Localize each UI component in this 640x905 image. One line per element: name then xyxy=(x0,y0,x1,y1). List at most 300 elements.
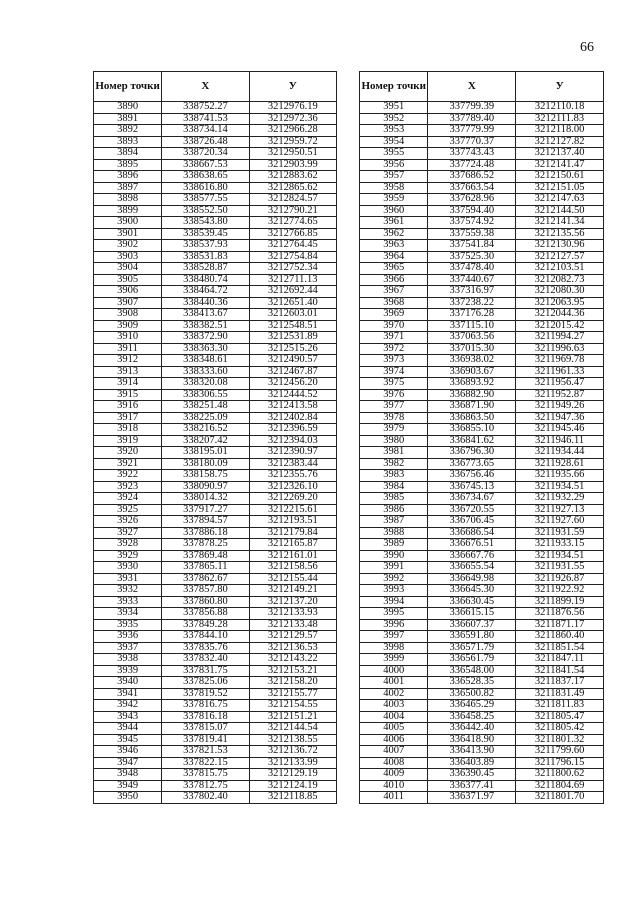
y-cell: 3212080.30 xyxy=(516,286,604,298)
y-cell: 3212044.36 xyxy=(516,309,604,321)
y-cell: 3211796.15 xyxy=(516,757,604,769)
point-number-cell: 3929 xyxy=(94,550,162,562)
y-cell: 3211946.11 xyxy=(516,435,604,447)
table-row xyxy=(360,711,604,723)
x-cell: 336371.97 xyxy=(428,792,516,804)
x-cell: 337819.52 xyxy=(162,688,249,700)
point-number-cell: 3905 xyxy=(94,274,162,286)
table-row xyxy=(360,481,604,493)
y-cell: 3212136.53 xyxy=(249,642,336,654)
x-cell: 337894.57 xyxy=(162,516,249,528)
x-cell: 337819.41 xyxy=(162,734,249,746)
table-row xyxy=(360,320,604,332)
x-cell: 338741.53 xyxy=(162,113,249,125)
y-cell: 3211800.62 xyxy=(516,769,604,781)
table-row xyxy=(360,654,604,666)
x-cell: 336630.45 xyxy=(428,596,516,608)
point-number-cell: 3896 xyxy=(94,171,162,183)
point-number-cell: 3924 xyxy=(94,493,162,505)
table-row xyxy=(360,435,604,447)
point-number-cell: 3959 xyxy=(360,194,428,206)
y-cell: 3212548.51 xyxy=(249,320,336,332)
x-cell: 336863.50 xyxy=(428,412,516,424)
y-cell: 3211934.44 xyxy=(516,447,604,459)
table-row xyxy=(94,217,337,229)
point-number-cell: 3937 xyxy=(94,642,162,654)
point-number-cell: 3934 xyxy=(94,608,162,620)
table-row xyxy=(94,435,337,447)
table-row xyxy=(360,424,604,436)
point-number-cell: 3901 xyxy=(94,228,162,240)
y-cell: 3212155.77 xyxy=(249,688,336,700)
page-number: 66 xyxy=(580,40,594,55)
x-cell: 338552.50 xyxy=(162,205,249,217)
x-cell: 336458.25 xyxy=(428,711,516,723)
table-row xyxy=(94,550,337,562)
table-row xyxy=(94,654,337,666)
table-row xyxy=(94,332,337,344)
point-number-cell: 3958 xyxy=(360,182,428,194)
table-row xyxy=(360,539,604,551)
table-row xyxy=(94,700,337,712)
y-cell: 3212394.03 xyxy=(249,435,336,447)
y-cell: 3212137.20 xyxy=(249,596,336,608)
point-number-cell: 3966 xyxy=(360,274,428,286)
y-cell: 3212158.56 xyxy=(249,562,336,574)
y-cell: 3212153.21 xyxy=(249,665,336,677)
table-row xyxy=(360,677,604,689)
table-row xyxy=(360,217,604,229)
point-number-cell: 3947 xyxy=(94,757,162,769)
table-row xyxy=(94,297,337,309)
point-number-cell: 3987 xyxy=(360,516,428,528)
point-number-cell: 4009 xyxy=(360,769,428,781)
x-cell: 336607.37 xyxy=(428,619,516,631)
y-cell: 3212966.28 xyxy=(249,125,336,137)
table-row xyxy=(94,481,337,493)
y-cell: 3212149.21 xyxy=(249,585,336,597)
x-cell: 338180.09 xyxy=(162,458,249,470)
x-cell: 336442.40 xyxy=(428,723,516,735)
x-cell: 337559.38 xyxy=(428,228,516,240)
table-row xyxy=(360,228,604,240)
point-number-cell: 3891 xyxy=(94,113,162,125)
coordinates-table-left xyxy=(93,71,337,804)
table-row xyxy=(94,792,337,804)
x-cell: 336796.30 xyxy=(428,447,516,459)
y-cell: 3212158.20 xyxy=(249,677,336,689)
table-row xyxy=(94,642,337,654)
x-cell: 337525.30 xyxy=(428,251,516,263)
y-cell: 3211969.78 xyxy=(516,355,604,367)
y-cell: 3212155.44 xyxy=(249,573,336,585)
table-row xyxy=(94,734,337,746)
table-row xyxy=(360,470,604,482)
x-cell: 336655.54 xyxy=(428,562,516,574)
table-row xyxy=(360,585,604,597)
table-row xyxy=(94,343,337,355)
table-row xyxy=(360,700,604,712)
point-number-cell: 3955 xyxy=(360,148,428,160)
x-cell: 338543.80 xyxy=(162,217,249,229)
point-number-cell: 3994 xyxy=(360,596,428,608)
table-row xyxy=(360,286,604,298)
point-number-cell: 3980 xyxy=(360,435,428,447)
point-number-cell: 3917 xyxy=(94,412,162,424)
table-row xyxy=(94,677,337,689)
point-number-cell: 3986 xyxy=(360,504,428,516)
y-cell: 3211926.87 xyxy=(516,573,604,585)
x-cell: 337835.76 xyxy=(162,642,249,654)
table-row xyxy=(360,550,604,562)
y-cell: 3211837.17 xyxy=(516,677,604,689)
table-header-row xyxy=(360,72,604,102)
x-cell: 337063.56 xyxy=(428,332,516,344)
y-cell: 3212151.21 xyxy=(249,711,336,723)
point-number-cell: 3982 xyxy=(360,458,428,470)
y-cell: 3212383.44 xyxy=(249,458,336,470)
y-cell: 3212015.42 xyxy=(516,320,604,332)
table-row xyxy=(94,493,337,505)
y-cell: 3211934.51 xyxy=(516,481,604,493)
y-cell: 3212355.76 xyxy=(249,470,336,482)
y-cell: 3211931.59 xyxy=(516,527,604,539)
y-cell: 3212141.47 xyxy=(516,159,604,171)
table-row xyxy=(94,757,337,769)
y-cell: 3212103.51 xyxy=(516,263,604,275)
point-number-cell: 3956 xyxy=(360,159,428,171)
point-number-cell: 3981 xyxy=(360,447,428,459)
x-cell: 338480.74 xyxy=(162,274,249,286)
table-row xyxy=(360,504,604,516)
point-number-cell: 3922 xyxy=(94,470,162,482)
point-number-cell: 3964 xyxy=(360,251,428,263)
point-number-cell: 4002 xyxy=(360,688,428,700)
y-cell: 3212456.20 xyxy=(249,378,336,390)
y-cell: 3212269.20 xyxy=(249,493,336,505)
point-number-cell: 3961 xyxy=(360,217,428,229)
header-x: X xyxy=(428,72,516,102)
y-cell: 3212972.36 xyxy=(249,113,336,125)
x-cell: 337663.54 xyxy=(428,182,516,194)
point-number-cell: 3972 xyxy=(360,343,428,355)
x-cell: 338726.48 xyxy=(162,136,249,148)
table-row xyxy=(94,424,337,436)
x-cell: 338207.42 xyxy=(162,435,249,447)
x-cell: 337802.40 xyxy=(162,792,249,804)
y-cell: 3212133.93 xyxy=(249,608,336,620)
point-number-cell: 3963 xyxy=(360,240,428,252)
y-cell: 3211947.36 xyxy=(516,412,604,424)
table-row xyxy=(360,182,604,194)
x-cell: 338734.14 xyxy=(162,125,249,137)
table-row xyxy=(94,665,337,677)
point-number-cell: 3904 xyxy=(94,263,162,275)
x-cell: 337176.28 xyxy=(428,309,516,321)
point-number-cell: 3954 xyxy=(360,136,428,148)
point-number-cell: 3978 xyxy=(360,412,428,424)
point-number-cell: 3909 xyxy=(94,320,162,332)
y-cell: 3211996.63 xyxy=(516,343,604,355)
y-cell: 3212959.72 xyxy=(249,136,336,148)
table-row xyxy=(360,619,604,631)
point-number-cell: 3973 xyxy=(360,355,428,367)
table-row xyxy=(94,608,337,620)
x-cell: 337628.96 xyxy=(428,194,516,206)
x-cell: 336676.51 xyxy=(428,539,516,551)
y-cell: 3211876.56 xyxy=(516,608,604,620)
point-number-cell: 3950 xyxy=(94,792,162,804)
point-number-cell: 3970 xyxy=(360,320,428,332)
y-cell: 3212129.57 xyxy=(249,631,336,643)
x-cell: 338616.80 xyxy=(162,182,249,194)
x-cell: 337440.67 xyxy=(428,274,516,286)
y-cell: 3212603.01 xyxy=(249,309,336,321)
y-cell: 3211933.15 xyxy=(516,539,604,551)
y-cell: 3212118.85 xyxy=(249,792,336,804)
x-cell: 336465.29 xyxy=(428,700,516,712)
table-row xyxy=(94,389,337,401)
point-number-cell: 3949 xyxy=(94,780,162,792)
table-row xyxy=(360,136,604,148)
y-cell: 3212144.54 xyxy=(249,723,336,735)
point-number-cell: 3895 xyxy=(94,159,162,171)
x-cell: 336390.45 xyxy=(428,769,516,781)
y-cell: 3212883.62 xyxy=(249,171,336,183)
point-number-cell: 3945 xyxy=(94,734,162,746)
y-cell: 3211847.11 xyxy=(516,654,604,666)
table-row xyxy=(360,493,604,505)
point-number-cell: 3968 xyxy=(360,297,428,309)
y-cell: 3212467.87 xyxy=(249,366,336,378)
header-y: У xyxy=(516,72,604,102)
x-cell: 336871.90 xyxy=(428,401,516,413)
y-cell: 3212137.40 xyxy=(516,148,604,160)
y-cell: 3212515.26 xyxy=(249,343,336,355)
table-row xyxy=(94,539,337,551)
point-number-cell: 4004 xyxy=(360,711,428,723)
point-number-cell: 3911 xyxy=(94,343,162,355)
table-row xyxy=(360,159,604,171)
point-number-cell: 3985 xyxy=(360,493,428,505)
y-cell: 3211841.54 xyxy=(516,665,604,677)
y-cell: 3211994.27 xyxy=(516,332,604,344)
y-cell: 3212129.19 xyxy=(249,769,336,781)
x-cell: 338752.27 xyxy=(162,102,249,114)
point-number-cell: 3890 xyxy=(94,102,162,114)
y-cell: 3211956.47 xyxy=(516,378,604,390)
y-cell: 3211811.83 xyxy=(516,700,604,712)
table-row xyxy=(94,125,337,137)
y-cell: 3212133.99 xyxy=(249,757,336,769)
x-cell: 338464.72 xyxy=(162,286,249,298)
table-row xyxy=(94,378,337,390)
point-number-cell: 3918 xyxy=(94,424,162,436)
table-row xyxy=(360,309,604,321)
point-number-cell: 3942 xyxy=(94,700,162,712)
table-row xyxy=(360,148,604,160)
table-row xyxy=(94,286,337,298)
y-cell: 3212127.82 xyxy=(516,136,604,148)
table-row xyxy=(360,113,604,125)
table-row xyxy=(360,366,604,378)
y-cell: 3211927.60 xyxy=(516,516,604,528)
table-row xyxy=(360,332,604,344)
coordinates-table-right xyxy=(359,71,604,804)
y-cell: 3211949.26 xyxy=(516,401,604,413)
point-number-cell: 4010 xyxy=(360,780,428,792)
y-cell: 3212444.52 xyxy=(249,389,336,401)
y-cell: 3212790.21 xyxy=(249,205,336,217)
y-cell: 3212144.50 xyxy=(516,205,604,217)
point-number-cell: 3967 xyxy=(360,286,428,298)
table-row xyxy=(360,688,604,700)
x-cell: 336855.10 xyxy=(428,424,516,436)
x-cell: 337815.75 xyxy=(162,769,249,781)
x-cell: 337815.07 xyxy=(162,723,249,735)
x-cell: 337816.18 xyxy=(162,711,249,723)
x-cell: 337865.11 xyxy=(162,562,249,574)
point-number-cell: 3928 xyxy=(94,539,162,551)
table-row xyxy=(94,194,337,206)
y-cell: 3212154.55 xyxy=(249,700,336,712)
table-row xyxy=(94,401,337,413)
x-cell: 337316.97 xyxy=(428,286,516,298)
table-row xyxy=(360,665,604,677)
point-number-cell: 3997 xyxy=(360,631,428,643)
y-cell: 3212754.84 xyxy=(249,251,336,263)
header-point-number: Номер точки xyxy=(360,72,428,102)
table-row xyxy=(94,573,337,585)
point-number-cell: 3962 xyxy=(360,228,428,240)
x-cell: 338638.65 xyxy=(162,171,249,183)
point-number-cell: 4003 xyxy=(360,700,428,712)
point-number-cell: 3898 xyxy=(94,194,162,206)
y-cell: 3212950.51 xyxy=(249,148,336,160)
table-row xyxy=(360,458,604,470)
x-cell: 336882.90 xyxy=(428,389,516,401)
y-cell: 3212215.61 xyxy=(249,504,336,516)
x-cell: 336649.98 xyxy=(428,573,516,585)
x-cell: 338537.93 xyxy=(162,240,249,252)
y-cell: 3211935.66 xyxy=(516,470,604,482)
x-cell: 337789.40 xyxy=(428,113,516,125)
x-cell: 336413.90 xyxy=(428,746,516,758)
table-row xyxy=(94,182,337,194)
x-cell: 336500.82 xyxy=(428,688,516,700)
point-number-cell: 3957 xyxy=(360,171,428,183)
y-cell: 3211899.19 xyxy=(516,596,604,608)
point-number-cell: 3900 xyxy=(94,217,162,229)
x-cell: 336403.89 xyxy=(428,757,516,769)
table-row xyxy=(94,205,337,217)
point-number-cell: 4000 xyxy=(360,665,428,677)
y-cell: 3212179.84 xyxy=(249,527,336,539)
x-cell: 337860.80 xyxy=(162,596,249,608)
table-row xyxy=(360,757,604,769)
point-number-cell: 3919 xyxy=(94,435,162,447)
table-row xyxy=(94,228,337,240)
table-row xyxy=(360,378,604,390)
y-cell: 3211799.60 xyxy=(516,746,604,758)
x-cell: 337857.80 xyxy=(162,585,249,597)
y-cell: 3211804.69 xyxy=(516,780,604,792)
x-cell: 338372.90 xyxy=(162,332,249,344)
point-number-cell: 4001 xyxy=(360,677,428,689)
point-number-cell: 3938 xyxy=(94,654,162,666)
x-cell: 336591.80 xyxy=(428,631,516,643)
x-cell: 336841.62 xyxy=(428,435,516,447)
y-cell: 3212110.18 xyxy=(516,102,604,114)
point-number-cell: 4011 xyxy=(360,792,428,804)
table-row xyxy=(360,263,604,275)
table-row xyxy=(94,585,337,597)
table-row xyxy=(360,746,604,758)
x-cell: 338577.55 xyxy=(162,194,249,206)
point-number-cell: 3941 xyxy=(94,688,162,700)
table-row xyxy=(94,769,337,781)
x-cell: 337478.40 xyxy=(428,263,516,275)
y-cell: 3212326.10 xyxy=(249,481,336,493)
point-number-cell: 3999 xyxy=(360,654,428,666)
point-number-cell: 3925 xyxy=(94,504,162,516)
x-cell: 338382.51 xyxy=(162,320,249,332)
table-row xyxy=(94,412,337,424)
point-number-cell: 3965 xyxy=(360,263,428,275)
table-row xyxy=(360,642,604,654)
table-row xyxy=(360,608,604,620)
table-row xyxy=(360,125,604,137)
y-cell: 3212402.84 xyxy=(249,412,336,424)
table-row xyxy=(94,159,337,171)
point-number-cell: 3913 xyxy=(94,366,162,378)
table-row xyxy=(94,711,337,723)
x-cell: 338413.67 xyxy=(162,309,249,321)
y-cell: 3212824.57 xyxy=(249,194,336,206)
point-number-cell: 3971 xyxy=(360,332,428,344)
point-number-cell: 3976 xyxy=(360,389,428,401)
table-row xyxy=(94,504,337,516)
point-number-cell: 3989 xyxy=(360,539,428,551)
x-cell: 337812.75 xyxy=(162,780,249,792)
table-header-row xyxy=(94,72,337,102)
y-cell: 3212651.40 xyxy=(249,297,336,309)
y-cell: 3212193.51 xyxy=(249,516,336,528)
x-cell: 337015.30 xyxy=(428,343,516,355)
point-number-cell: 3969 xyxy=(360,309,428,321)
table-row xyxy=(360,631,604,643)
point-number-cell: 3908 xyxy=(94,309,162,321)
x-cell: 337869.48 xyxy=(162,550,249,562)
table-row xyxy=(94,723,337,735)
y-cell: 3212531.89 xyxy=(249,332,336,344)
y-cell: 3211922.92 xyxy=(516,585,604,597)
y-cell: 3212127.57 xyxy=(516,251,604,263)
table-row xyxy=(360,205,604,217)
point-number-cell: 3943 xyxy=(94,711,162,723)
y-cell: 3211871.17 xyxy=(516,619,604,631)
table-row xyxy=(360,171,604,183)
x-cell: 337821.53 xyxy=(162,746,249,758)
y-cell: 3212135.56 xyxy=(516,228,604,240)
point-number-cell: 3992 xyxy=(360,573,428,585)
x-cell: 336615.15 xyxy=(428,608,516,620)
point-number-cell: 3996 xyxy=(360,619,428,631)
y-cell: 3211961.33 xyxy=(516,366,604,378)
table-row xyxy=(360,102,604,114)
point-number-cell: 3951 xyxy=(360,102,428,114)
point-number-cell: 3892 xyxy=(94,125,162,137)
